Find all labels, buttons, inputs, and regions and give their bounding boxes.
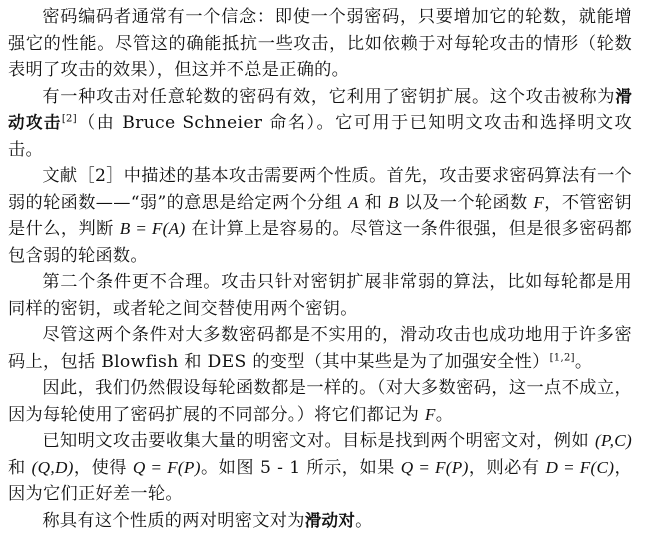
paragraph-2 xyxy=(8,84,632,164)
text-run: ，使得 xyxy=(73,457,133,478)
text-run: 和 xyxy=(8,457,32,478)
text-run: 。 xyxy=(574,351,593,372)
math-expression: A xyxy=(348,192,359,212)
paragraph-4 xyxy=(8,269,632,322)
text-run: 已知明文攻击要收集大量的明密文对。目标是找到两个明密文对，例如 xyxy=(42,431,595,451)
text-run: 密码编码者通常有一个信念：即使一个弱密码，只要增加它的轮数，就能增强它的性能。尽管这的确能抵抗一些攻击，比如依赖于对每轮攻击的情形（轮数表明了攻击的效果），但这并不总是正确的。 xyxy=(8,7,632,80)
text-run: （由 Bruce Schneier 命名）。它可用于已知明文攻击和选择明文攻击。 xyxy=(8,113,632,160)
bold-term: 滑动对 xyxy=(304,510,356,530)
paragraph-6 xyxy=(8,375,632,428)
math-expression: (Q,D) xyxy=(31,457,74,477)
math-expression: F xyxy=(424,404,436,424)
math-expression: Q = F(P) xyxy=(400,457,469,477)
math-expression: (P,C) xyxy=(595,431,632,450)
text-run: 。如图 5 - 1 所示，如果 xyxy=(200,457,401,478)
paragraph-1 xyxy=(8,4,632,84)
text-run: 。 xyxy=(355,510,373,531)
paragraph-5 xyxy=(8,322,632,375)
math-expression: B = F(A) xyxy=(119,219,186,238)
text-run: 以及一个轮函数 xyxy=(398,192,534,213)
paragraph-3 xyxy=(8,163,632,269)
text-run: ，则必有 xyxy=(468,457,546,478)
text-run: 在计算上是容易的。尽管这一条件很强，但是很多密码都包含弱的轮函数。 xyxy=(8,219,632,266)
text-run: 尽管这两个条件对大多数密码都是不实用的，滑动攻击也成功地用于许多密码上，包括 Blowfish 和 DES 的变型（其中某些是为了加强安全性） xyxy=(8,325,632,372)
paragraph-7 xyxy=(8,428,632,508)
text-run: 。 xyxy=(435,404,454,425)
bold-term: 滑动攻击 xyxy=(8,86,632,132)
text-run: 称具有这个性质的两对明密文对为 xyxy=(42,510,305,531)
paragraph-8 xyxy=(8,508,632,535)
math-expression: D = F(C) xyxy=(545,457,615,477)
text-run: 有一种攻击对任意轮数的密码有效，它利用了密钥扩展。这个攻击被称为 xyxy=(42,86,616,107)
math-expression: Q = F(P) xyxy=(132,457,201,477)
text-run: 文献［2］中描述的基本攻击需要两个性质。首先，攻击要求密码算法有一个弱的轮函数——“弱”的意思是给定两个分组 xyxy=(8,166,632,213)
text-run: 第二个条件更不合理。攻击只针对密钥扩展非常弱的算法，比如每轮都是用同样的密钥，或者轮之间交替使用两个密钥。 xyxy=(8,272,632,319)
math-expression: B xyxy=(388,192,399,212)
text-run: 和 xyxy=(358,192,389,213)
text-run: ，因为它们正好差一轮。 xyxy=(8,457,632,504)
citation-ref: [2] xyxy=(61,113,77,125)
text-run: 因此，我们仍然假设每轮函数都是一样的。（对大多数密码，这一点不成立，因为每轮使用了密码扩展的不同部分。）将它们都记为 xyxy=(8,378,632,425)
text-run: ，不管密钥是什么，判断 xyxy=(8,192,632,239)
citation-ref: [1,2] xyxy=(549,351,575,363)
math-expression: F xyxy=(533,192,545,212)
